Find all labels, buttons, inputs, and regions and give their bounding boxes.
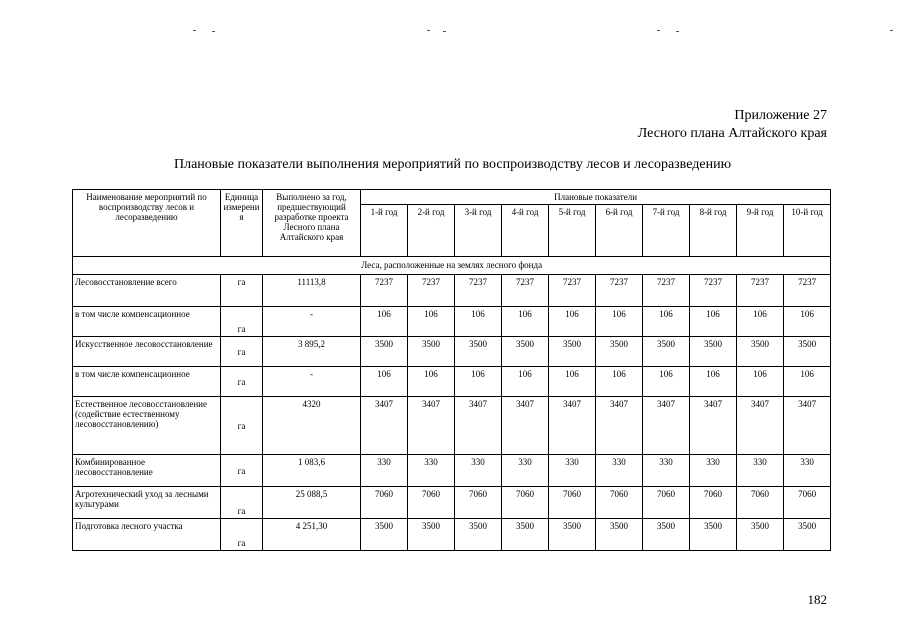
row-value: 330 [408,455,455,487]
row-value: 330 [737,455,784,487]
page-number: 182 [807,592,827,607]
row-name: Естественное лесовосстановление (содействие естественному лесовосстановлению) [73,397,221,455]
row-value: 7060 [455,487,502,519]
plan-table [72,189,831,551]
row-value: 106 [737,307,784,337]
row-value: 7237 [361,275,408,307]
row-value: 106 [408,307,455,337]
table-row [73,307,831,337]
header-year: 4-й год [502,205,549,257]
header-year: 2-й год [408,205,455,257]
row-value: 106 [455,307,502,337]
table-row [73,397,831,455]
row-value: 7237 [596,275,643,307]
appendix-line-1: Приложение 27 [734,108,827,123]
row-value: 3407 [502,397,549,455]
table-row [73,337,831,367]
row-prev: 4320 [263,397,361,455]
header-unit: Единица измерения [221,190,263,257]
row-value: 106 [455,367,502,397]
section-header: Леса, расположенные на землях лесного фонда [73,257,831,275]
row-value: 3407 [596,397,643,455]
row-value: 106 [361,367,408,397]
row-value: 3500 [596,337,643,367]
row-value: 3407 [549,397,596,455]
row-value: 7237 [643,275,690,307]
row-value: 3500 [737,519,784,551]
row-value: 106 [643,307,690,337]
row-value: 3500 [408,337,455,367]
row-value: 106 [361,307,408,337]
row-unit: га [221,337,263,367]
row-name: Лесовосстановление всего [73,275,221,307]
row-unit: га [221,455,263,487]
row-value: 106 [408,367,455,397]
header-year: 8-й год [690,205,737,257]
row-value: 3500 [455,519,502,551]
row-value: 106 [502,367,549,397]
row-unit: га [221,487,263,519]
row-value: 3407 [361,397,408,455]
header-year: 5-й год [549,205,596,257]
row-value: 3500 [784,519,831,551]
row-name: Искусственное лесовосстановление [73,337,221,367]
row-value: 7060 [361,487,408,519]
appendix-note [638,107,827,143]
row-name: Агротехнический уход за лесными культурами [73,487,221,519]
row-value: 3500 [361,519,408,551]
header-year: 10-й год [784,205,831,257]
row-value: 106 [737,367,784,397]
row-value: 3407 [408,397,455,455]
row-value: 106 [784,307,831,337]
row-value: 106 [549,307,596,337]
row-value: 3407 [643,397,690,455]
row-value: 330 [596,455,643,487]
row-value: 3407 [737,397,784,455]
row-value: 106 [502,307,549,337]
row-value: 3500 [643,519,690,551]
header-plan: Плановые показатели [361,190,831,205]
row-value: 3500 [549,519,596,551]
row-prev: - [263,367,361,397]
appendix-line-2: Лесного плана Алтайского края [637,126,827,141]
scan-speck [443,31,446,32]
header-prev-year: Выполнено за год, предшествующий разработке проекта Лесного плана Алтайского края [263,190,361,257]
row-value: 106 [549,367,596,397]
row-prev: 11113,8 [263,275,361,307]
row-value: 7060 [737,487,784,519]
row-name: в том числе компенсационное [73,307,221,337]
row-value: 106 [690,367,737,397]
row-value: 3500 [361,337,408,367]
row-prev: 1 083,6 [263,455,361,487]
row-unit: га [221,397,263,455]
header-year: 9-й год [737,205,784,257]
row-value: 106 [784,367,831,397]
row-value: 3500 [408,519,455,551]
header-year: 3-й год [455,205,502,257]
table-row [73,487,831,519]
header-year: 7-й год [643,205,690,257]
row-value: 3500 [455,337,502,367]
row-unit: га [221,367,263,397]
scan-speck [193,30,196,31]
row-value: 3500 [502,519,549,551]
row-prev: 4 251,30 [263,519,361,551]
row-value: 7237 [690,275,737,307]
row-value: 7060 [690,487,737,519]
row-prev: 3 895,2 [263,337,361,367]
row-value: 7237 [408,275,455,307]
scan-speck [676,31,679,32]
row-value: 106 [596,307,643,337]
row-name: в том числе компенсационное [73,367,221,397]
row-name: Комбинированное лесовосстановление [73,455,221,487]
row-value: 3500 [784,337,831,367]
scan-speck [212,31,215,32]
row-value: 7237 [455,275,502,307]
scan-speck [657,30,660,31]
row-value: 106 [690,307,737,337]
row-value: 3500 [643,337,690,367]
row-value: 7237 [502,275,549,307]
header-year: 6-й год [596,205,643,257]
row-value: 7237 [784,275,831,307]
row-value: 330 [690,455,737,487]
row-value: 330 [549,455,596,487]
row-value: 106 [596,367,643,397]
row-value: 330 [502,455,549,487]
row-value: 3500 [596,519,643,551]
row-value: 330 [455,455,502,487]
row-value: 330 [361,455,408,487]
scan-speck [890,30,893,31]
row-unit: га [221,275,263,307]
row-unit: га [221,519,263,551]
row-value: 7060 [643,487,690,519]
document-title: Плановые показатели выполнения мероприятий по воспроизводству лесов и лесоразведению [173,157,732,172]
row-name: Подготовка лесного участка [73,519,221,551]
scan-speck [427,30,430,31]
table-row [73,275,831,307]
table-row [73,367,831,397]
row-value: 3407 [784,397,831,455]
row-prev: 25 088,5 [263,487,361,519]
table-row [73,519,831,551]
row-value: 3407 [690,397,737,455]
row-value: 3500 [502,337,549,367]
row-value: 3500 [737,337,784,367]
row-value: 3500 [690,519,737,551]
row-value: 7060 [596,487,643,519]
row-unit: га [221,307,263,337]
row-value: 3500 [690,337,737,367]
row-value: 7060 [784,487,831,519]
header-name: Наименование мероприятий по воспроизводству лесов и лесоразведению [73,190,221,257]
row-prev: - [263,307,361,337]
row-value: 7060 [502,487,549,519]
row-value: 7060 [408,487,455,519]
table-row [73,455,831,487]
row-value: 106 [643,367,690,397]
row-value: 7060 [549,487,596,519]
row-value: 3407 [455,397,502,455]
row-value: 7237 [549,275,596,307]
row-value: 330 [643,455,690,487]
row-value: 3500 [549,337,596,367]
row-value: 330 [784,455,831,487]
row-value: 7237 [737,275,784,307]
header-year: 1-й год [361,205,408,257]
